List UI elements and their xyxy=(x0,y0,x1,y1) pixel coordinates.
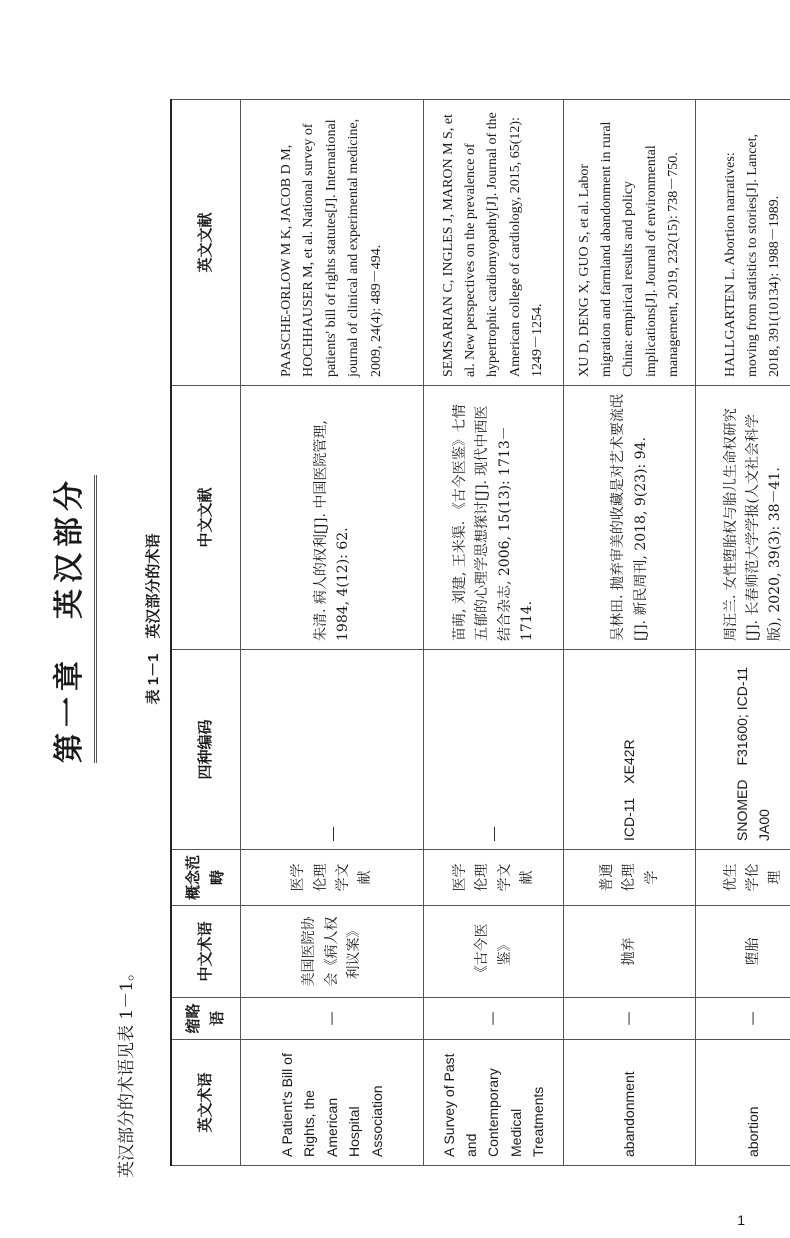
en-ref-cell: PAASCHE-ORLOW M K, JACOB D M, HOCHHAUSER M, et al. National survey of patients' bill of rights statutes[J]. International journal of clinical and experimental medicine, 2009, 24(4): 489－494. xyxy=(241,100,424,386)
en-ref-cell: SEMSARIAN C, INGLES J, MARON M S, et al. New perspectives on the prevalence of hypertrophic cardiomyopathy[J]. Journal of the American college of cardiology, 2015, 65(12): 1249－1254. xyxy=(424,100,564,386)
code-cell: — xyxy=(241,650,424,850)
en-term-cell: abandonment xyxy=(564,1040,696,1166)
header-en-term: 英文术语 xyxy=(171,1040,241,1166)
intro-text: 英汉部分的术语见表 1－1。 xyxy=(117,963,137,1178)
page-number: 1 xyxy=(737,1212,745,1228)
zh-term-cell: 抛弃 xyxy=(564,906,696,998)
code-cell: ICD-11 XE42R xyxy=(564,650,696,850)
header-en-ref: 英文文献 xyxy=(171,100,241,386)
en-term-cell: abortion xyxy=(696,1040,790,1166)
zh-ref-cell: 周汪兰. 女性堕胎权与胎儿生命权研究[J]. 长春师范大学学报(人文社会科学版), 2020, 39(3): 38－41. xyxy=(696,386,790,650)
code-cell: SNOMED F31600; ICD-11 JA00 xyxy=(696,650,790,850)
zh-term-cell: 《古今医鉴》 xyxy=(424,906,564,998)
abbr-cell: — xyxy=(424,998,564,1040)
header-zh-term: 中文术语 xyxy=(171,906,241,998)
category-cell: 优生学伦理 xyxy=(696,850,790,906)
table-row xyxy=(564,100,696,1166)
table-row xyxy=(424,100,564,1166)
category-cell: 医学伦理学文献 xyxy=(241,850,424,906)
category-cell: 普通伦理学 xyxy=(564,850,696,906)
terms-table xyxy=(170,99,790,1166)
abbr-cell: — xyxy=(696,998,790,1040)
category-cell: 医学伦理学文献 xyxy=(424,850,564,906)
en-term-cell: A Patient's Bill of Rights, the American Hospital Association xyxy=(241,1040,424,1166)
zh-term-cell: 堕胎 xyxy=(696,906,790,998)
abbr-cell: — xyxy=(564,998,696,1040)
zh-term-cell: 美国医院协会《病人权利议案》 xyxy=(241,906,424,998)
zh-ref-cell: 朱清. 病人的权利[J]. 中国医院管理, 1984, 4(12): 62. xyxy=(241,386,424,650)
zh-ref-cell: 吴林田. 抛弃审美的收藏是对艺术要流氓[J]. 新民周刊, 2018, 9(23): 94. xyxy=(564,386,696,650)
header-code: 四种编码 xyxy=(171,650,241,850)
header-zh-ref: 中文文献 xyxy=(171,386,241,650)
header-abbr: 缩略语 xyxy=(171,998,241,1040)
header-category: 概念范畴 xyxy=(171,850,241,906)
zh-ref-cell: 苗萌, 刘建, 王米渠. 《古今医鉴》七情五郁的心理学思想探讨[J]. 现代中西医结合杂志, 2006, 15(13): 1713－1714. xyxy=(424,386,564,650)
table-header-row xyxy=(171,100,241,1166)
abbr-cell: — xyxy=(241,998,424,1040)
table-row xyxy=(696,100,790,1166)
en-ref-cell: HALLGARTEN L. Abortion narratives: moving from statistics to stories[J]. Lancet, 2018, 391(10134): 1988－1989. xyxy=(696,100,790,386)
en-ref-cell: XU D, DENG X, GUO S, et al. Labor migration and farmland abandonment in rural China: empirical results and policy implications[J]. Journal of environmental management, 2019, 232(15): 738－750. xyxy=(564,100,696,386)
table-caption: 表 1－1 英汉部分的术语 xyxy=(145,533,162,705)
chapter-title: 第一章 英汉部分 xyxy=(44,0,97,1238)
table-row xyxy=(241,100,424,1166)
en-term-cell: A Survey of Past and Contemporary Medical Treatments xyxy=(424,1040,564,1166)
code-cell: — xyxy=(424,650,564,850)
